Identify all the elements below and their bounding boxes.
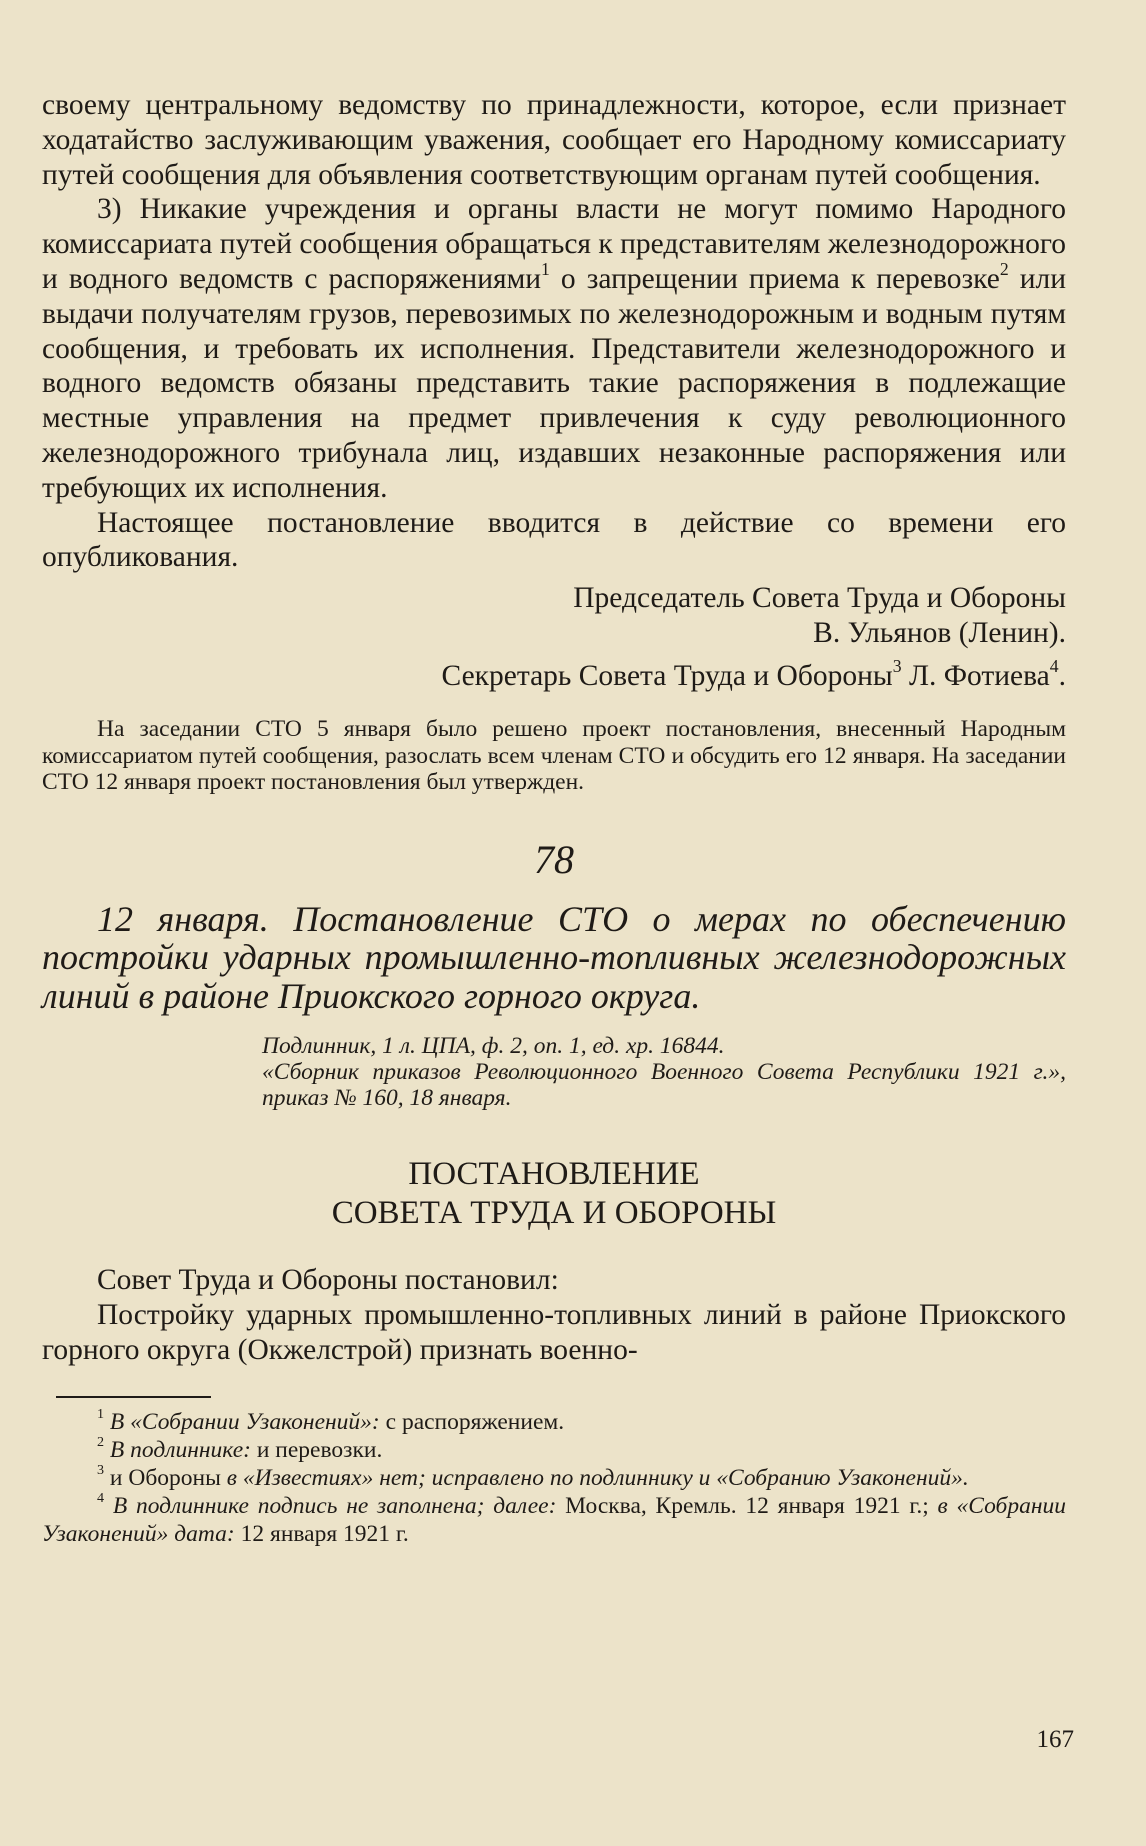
paragraph-text: о запрещении приема к перевозке xyxy=(549,262,1000,295)
footnote-text: и Обороны xyxy=(104,1464,227,1491)
paragraph-text: 3) Никакие учреждения и органы власти не могут помимо Народного комиссариата путей сообщения обращаться к представителям железнодорожного и водного ведомств с распоряжениями xyxy=(42,193,1066,295)
footnote-mark: 4 xyxy=(1049,656,1059,677)
footnotes xyxy=(42,1405,1067,1548)
footnote-italic: В подлиннике: xyxy=(109,1436,251,1463)
paragraph-effective: Настоящее постановление вводится в действие со времени его опубликования. xyxy=(42,506,1066,574)
footnote-4 xyxy=(42,1489,1067,1548)
footnote-mark: 3 xyxy=(892,656,902,677)
footnote-italic: В «Собрании Узаконений»: xyxy=(109,1408,380,1435)
document-number: 78 xyxy=(534,836,574,882)
paragraph-point-3 xyxy=(42,192,1066,505)
footnote-italic: в «Известиях» нет; исправлено по подлиннику и «Собранию Узаконений». xyxy=(226,1464,969,1491)
footnote-mark: 3 xyxy=(97,1461,105,1478)
page-number: 167 xyxy=(1036,1726,1074,1753)
heading-line: ПОСТАНОВЛЕНИЕ xyxy=(408,1156,700,1193)
footnote-divider xyxy=(56,1396,211,1398)
signature-secretary: Секретарь Совета Труда и Обороны$^3$ Л. Фотиева$^4$. xyxy=(441,656,1066,693)
footnote-3 xyxy=(42,1461,1066,1492)
footnote-text: и перевозки. xyxy=(250,1436,383,1463)
secretary-name: Л. Фотиева xyxy=(901,660,1050,693)
paragraph-continuation: своему центральному ведомству по принадлежности, которое, если признает ходатайство заслуживающим уважения, сообщает его Народному комиссариату путей сообщения для объявления соответствующим органам путей сообщения. xyxy=(42,89,1066,191)
body-paragraph: Совет Труда и Обороны постановил: xyxy=(97,1264,559,1297)
footnote-mark: 2 xyxy=(97,1433,105,1450)
footnote-mark: 1 xyxy=(97,1405,105,1422)
source-line: Подлинник, 1 л. ЦПА, ф. 2, оп. 1, ед. хр. 16844. xyxy=(262,1033,725,1060)
signature-chair-title: Председатель Совета Труда и Обороны xyxy=(573,582,1066,615)
footnote-1 xyxy=(42,1405,1066,1436)
footnote-text: Москва, Кремль. 12 января 1921 г.; xyxy=(556,1492,938,1519)
document-source xyxy=(262,1033,1066,1111)
footnote-text: с распоряжением. xyxy=(379,1408,565,1435)
heading-line: СОВЕТА ТРУДА И ОБОРОНЫ xyxy=(331,1195,777,1232)
editorial-note: На заседании СТО 5 января было решено проект постановления, внесенный Народным комиссариатом путей сообщения, разослать всем членам СТО и обсудить его 12 января. На заседании СТО 12 января проект постановления был утвержден. xyxy=(42,716,1066,796)
secretary-title: Секретарь Совета Труда и Обороны xyxy=(441,660,893,693)
paragraph-text: или выдачи получателям грузов, перевозимых по железнодорожным и водным путям сообщения, и требовать их исполнения. Представители железнодорожного и водного ведомств обязаны представить такие распоряжения в подлежащие местные управления на предмет привлечения к суду революционного железнодорожного трибунала лиц, издавших незаконные распоряжения или требующих их исполнения. xyxy=(42,262,1067,504)
footnote-2 xyxy=(42,1433,1066,1464)
resolution-heading xyxy=(42,1155,1066,1233)
document-title: 12 января. Постановление СТО о мерах по обеспечению постройки ударных промышленно-топливных железнодорожных линий в районе Приокского горного округа. xyxy=(42,898,1066,1016)
footnote-text: 12 января 1921 г. xyxy=(234,1520,409,1547)
footnote-italic: в «Собрании Узаконений» дата: xyxy=(42,1492,1067,1547)
body-paragraph: Постройку ударных промышленно-топливных линий в районе Приокского горного округа (Окжелстрой) признать военно- xyxy=(42,1298,1066,1366)
footnote-mark: 4 xyxy=(97,1489,105,1506)
footnote-italic: В подлиннике подпись не заполнена; далее: xyxy=(112,1492,557,1519)
signature-chair-name: В. Ульянов (Ленин). xyxy=(813,617,1066,650)
resolution-body xyxy=(42,1263,1066,1367)
source-line: «Сборник приказов Революционного Военного Совета Республики 1921 г.», приказ № 160, 18 января. xyxy=(262,1059,1066,1112)
footnote-mark: 1 xyxy=(541,259,550,280)
footnote-mark: 2 xyxy=(999,259,1009,280)
